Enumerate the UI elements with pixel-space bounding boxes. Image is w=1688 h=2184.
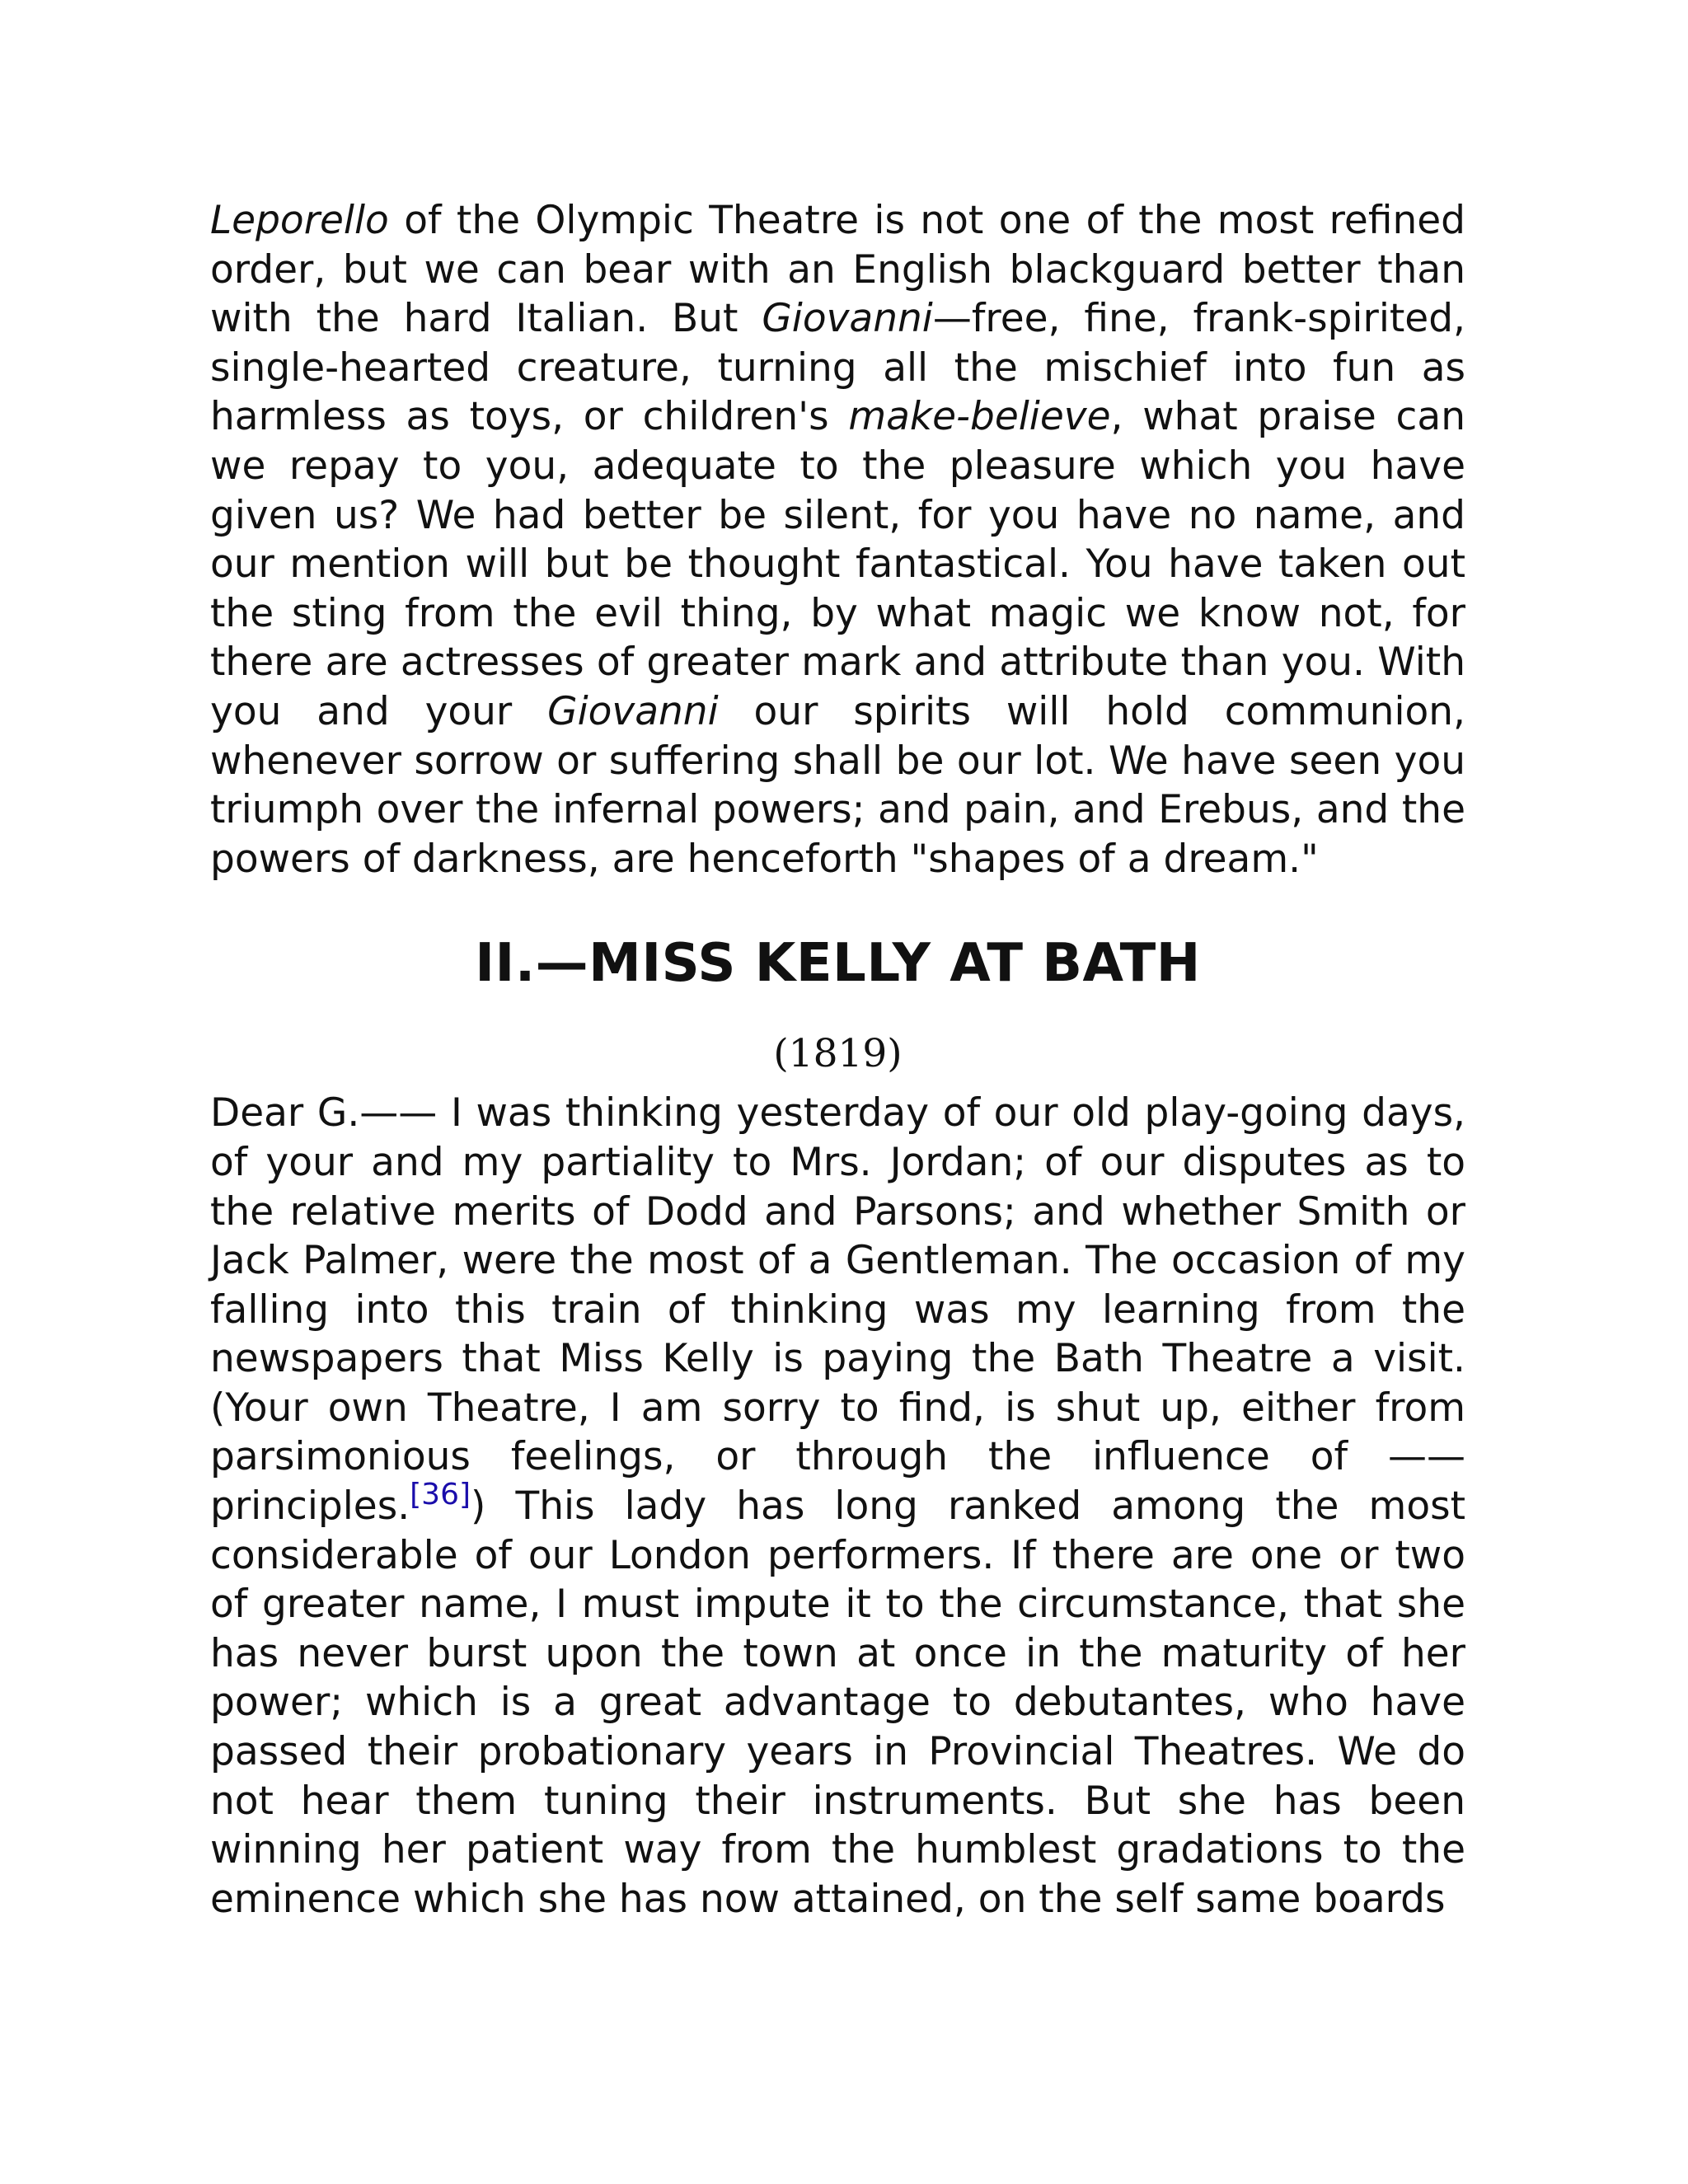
section-heading: II.—MISS KELLY AT BATH <box>475 933 1201 995</box>
italic-leporello: Leporello <box>210 198 389 243</box>
text-segment: of the Olympic Theatre is not one of the most refined order, but we can bear with an English blackguard better than with the hard Italian. But <box>210 198 1465 342</box>
text-segment: our spirits will hold communion, whenever sorrow or suffering shall be our lot. We have seen you triumph over the infernal powers; and pain, and Erebus, and the powers of darkness, are henceforth "shapes of a dream." <box>210 688 1465 882</box>
italic-giovanni-2: Giovanni <box>547 688 719 734</box>
text-segment: ) This lady has long ranked among the most considerable of our London performers. If there are one or two of greater name, I must impute it to the circumstance, that she has never burst upon the town at once in the maturity of her power; which is a great advantage to debutantes, who have passed their probationary years in Provincial Theatres. We do not hear them tuning their instruments. But she has been winning her patient way from the humblest gradations to the eminence which she has now attained, on the self same boards <box>210 1483 1465 1922</box>
paragraph-miss-kelly <box>210 1089 1465 1924</box>
text-segment: , what praise can we repay to you, adequate to the pleasure which you have given us? We had better be silent, for you have no name, and our mention will but be thought fantastical. You have taken out the sting from the evil thing, by what magic we know not, for there are actresses of greater mark and attribute than you. With you and your <box>210 394 1465 734</box>
text-segment: Dear G.—— I was thinking yesterday of our old play-going days, of your and my partiality to Mrs. Jordan; of our disputes as to the relative merits of Dodd and Parsons; and whether Smith or Jack Palmer, were the most of a Gentleman. The occasion of my falling into this train of thinking was my learning from the newspapers that Miss Kelly is paying the Bath Theatre a visit. (Your own Theatre, I am sorry to find, is shut up, either from parsimonious feelings, or through the influence of —— principles. <box>210 1090 1465 1530</box>
page-content <box>210 196 1465 1924</box>
text-segment: —free, fine, frank-spirited, single-hearted creature, turning all the mischief into fun as harmless as toys, or children's <box>210 296 1465 440</box>
section-date: (1819) <box>773 1031 903 1077</box>
paragraph-giovanni <box>210 196 1465 883</box>
italic-make-believe: make-believe <box>848 394 1111 440</box>
footnote-link-36[interactable]: [36] <box>410 1478 471 1512</box>
italic-giovanni: Giovanni <box>762 296 933 342</box>
